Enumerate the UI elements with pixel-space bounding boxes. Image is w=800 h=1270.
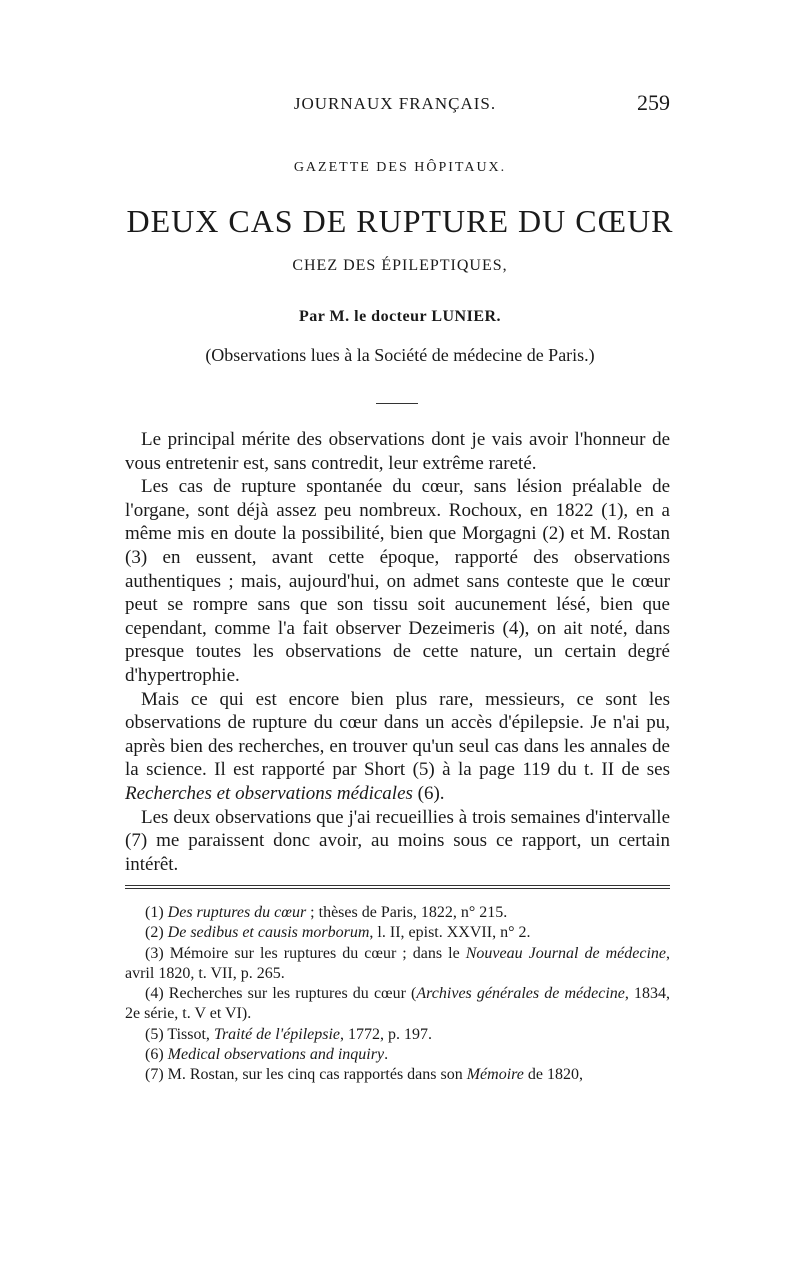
footnote-italic: Medical observations and inquiry (167, 1046, 385, 1064)
footnote-text: ; thèses de Paris, 1822, n° 215. (306, 904, 508, 921)
footnote-italic: Des ruptures du cœur (167, 904, 307, 921)
paragraph-3-text-a: Mais ce qui est encore bien plus rare, messieurs, ce sont les observations de rupture du cœur dans un accès d'épilepsie. Je n'ai pu, après bien des recherches, en trouver qu'un seul cas dans les annales de la science. Il est rapporté par Short (5) à la page 119 du t. II de ses (125, 688, 670, 781)
footnote-italic: Traité de l'épilepsie (213, 1025, 341, 1043)
footnote-divider-second (125, 888, 670, 889)
footnotes (125, 903, 670, 1086)
footnote-number: (1) (145, 904, 168, 921)
paragraph-2: Les cas de rupture spontanée du cœur, sans lésion préalable de l'organe, sont déjà assez peu nombreux. Rochoux, en 1822 (1), en a même mis en doute la possibilité, bien que Morgagni (2) et M. Rostan (3) en eussent, avant cette époque, rapporté des observations authentiques ; mais, aujourd'hui, on admet sans conteste que le cœur peut se rompre sans que son tissu soit aucunement lésé, bien que cependant, comme l'a fait observer Dezeimeris (4), on ait noté, dans presque toutes les observations de cette nature, un certain degré d'hypertrophie. (125, 476, 670, 686)
journal-name: GAZETTE DES HÔPITAUX. (293, 160, 507, 175)
paragraph-4: Les deux observations que j'ai recueillies à trois semaines d'intervalle (7) me paraissent donc avoir, au moins sous ce rapport, un certain intérêt. (125, 806, 670, 875)
paragraph-3-italic: Recherches et observations médicales (125, 782, 413, 804)
footnote-text: de 1820, (523, 1066, 583, 1084)
paragraph-1: Le principal mérite des observations dont je vais avoir l'honneur de vous entretenir est, sans contredit, leur extrême rareté. (125, 429, 670, 474)
article-subtitle: CHEZ DES ÉPILEPTIQUES, (292, 257, 508, 274)
title-divider (376, 403, 418, 404)
footnote-7 (125, 1065, 670, 1085)
footnote-italic: De sedibus et causis morborum (167, 924, 370, 942)
footnote-5 (125, 1025, 670, 1045)
footnote-number: (7) (145, 1066, 168, 1084)
footnote-italic: Mémoire (466, 1066, 524, 1084)
footnote-text: . (384, 1046, 389, 1064)
footnote-number: (3) (145, 944, 170, 962)
footnote-number: (2) (145, 924, 168, 942)
presentation-note: (Observations lues à la Société de médecine de Paris.) (205, 345, 595, 365)
footnote-text-pre: M. Rostan, sur les cinq cas rapportés dans son (167, 1066, 467, 1084)
footnote-6 (125, 1045, 670, 1065)
footnote-text-pre: Recherches sur les ruptures du cœur ( (168, 985, 417, 1003)
footnote-3 (125, 944, 670, 985)
footnote-text-pre: Tissot, (167, 1025, 214, 1043)
byline: Par M. le docteur LUNIER. (298, 308, 502, 325)
running-head (120, 90, 670, 120)
body-text (125, 428, 670, 876)
footnote-number: (5) (145, 1025, 168, 1043)
footnote-1 (125, 903, 670, 923)
footnote-italic: Nouveau Journal de médecine (465, 944, 667, 962)
article-title: DEUX CAS DE RUPTURE DU CŒUR (126, 203, 674, 239)
footnote-text: , l. II, epist. XXVII, n° 2. (369, 924, 531, 942)
footnote-italic: Archives générales de médecine (416, 985, 625, 1003)
page-number: 259 (637, 90, 670, 115)
footnote-number: (6) (145, 1046, 168, 1064)
footnote-text: , avril 1820, t. VII, p. 265. (125, 944, 671, 982)
footnote-number: (4) (145, 985, 169, 1003)
footnote-2 (125, 923, 670, 943)
footnote-divider (125, 885, 670, 886)
running-title: JOURNAUX FRANÇAIS. (293, 94, 497, 113)
paragraph-3 (125, 688, 670, 806)
footnote-4 (125, 984, 670, 1025)
footnote-text: , 1772, p. 197. (340, 1025, 433, 1043)
paragraph-3-text-b: (6). (412, 782, 445, 804)
footnote-text-pre: Mémoire sur les ruptures du cœur ; dans le (169, 944, 466, 962)
footnote-text: , 1834, 2e série, t. V et VI). (125, 985, 671, 1023)
